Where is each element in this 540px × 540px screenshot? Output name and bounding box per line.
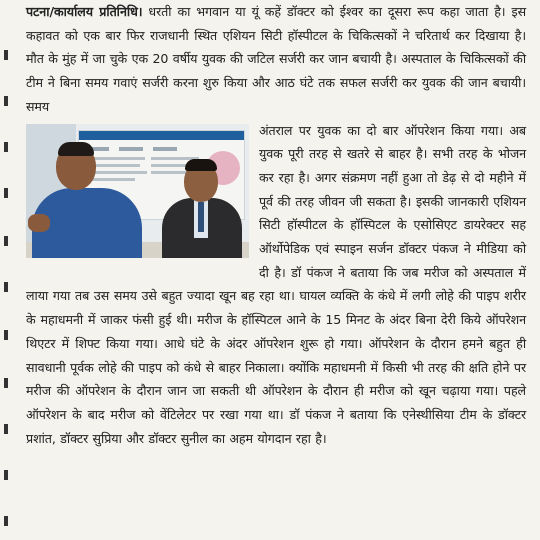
intro-text: धरती का भगवान या यूं कहें डॉक्टर को ईश्वर का दूसरा रूप कहा जाता है। इस कहावत को एक बार फिर राजधानी स्थित एशियन सिटी हॉस्पीटल के चिकित्सकों ने चरितार्थ कर दिखाया है। मौत के मुंह में जा चुके एक 20 वर्षीय युवक की जटिल सर्जरी कर जान बचायी है। अस्पताल के चिकित्सकों की टीम ने बिना समय गवाएं सर्जरी करना शुरु किया और आठ घंटे तक सफल सर्जरी कर युवक की जान बचायी। समय	[26, 4, 526, 114]
article-intro-paragraph	[26, 0, 526, 119]
seated-man-figure	[156, 162, 248, 258]
doctor-speaking-figure	[28, 144, 146, 258]
article-body-paragraph: अंतराल पर युवक का दो बार ऑपरेशन किया गया। अब युवक पूरी तरह से खतरे से बाहर है। सभी तरह के भोजन कर रहा है। अगर संक्रमण नहीं हुआ तो डेढ़ से दो महीने में पूर्व की तरह जीवन जी सकता है। इसकी जानकारी एशियन सिटी हॉस्पीटल के हॉस्पिटल के एसोसिएट डायरेक्टर सह ऑर्थोपेडिक एवं स्पाइन सर्जन डॉक्टर पंकज ने मीडिया को दी है। डॉ पंकज ने बताया कि जब मरीज को अस्पताल में लाया गया तब उस समय उसे बहुत ज्यादा खून बह रहा था। घायल व्यक्ति के कंधे में लगी लोहे की पाइप शरीर के महाधमनी में जाकर फंसी हुई थी। मरीज के हॉस्पिटल आने के 15 मिनट के अंदर बिना देरी किये ऑपरेशन थिएटर में शिफ्ट किया गया। आधे घंटे के अंदर ऑपरेशन शुरू हो गया। ऑपरेशन के दौरान हमने बहुत ही सावधानी पूर्वक लोहे की पाइप को कंधे से बाहर निकाला। क्योंकि महाधमनी में किसी भी तरह की क्षति होने पर मरीज की ऑपरेशन के दौरान जान जा सकती थी ऑपरेशन के दौरान ही मरीज को खून चढ़ाया गया। पहले ऑपरेशन के बाद मरीज को वेंटिलेटर पर रखा गया था। डॉ पंकज ने बताया कि एनेस्थीसिया टीम के डॉक्टर प्रशांत, डॉक्टर सुप्रिया और डॉक्टर सुनील का अहम योगदान रहा है।	[26, 122, 526, 446]
byline: पटना/कार्यालय प्रतिनिधि।	[26, 4, 143, 19]
page-margin-marks	[0, 0, 14, 540]
press-conference-photo	[26, 124, 249, 258]
news-article	[26, 0, 526, 450]
